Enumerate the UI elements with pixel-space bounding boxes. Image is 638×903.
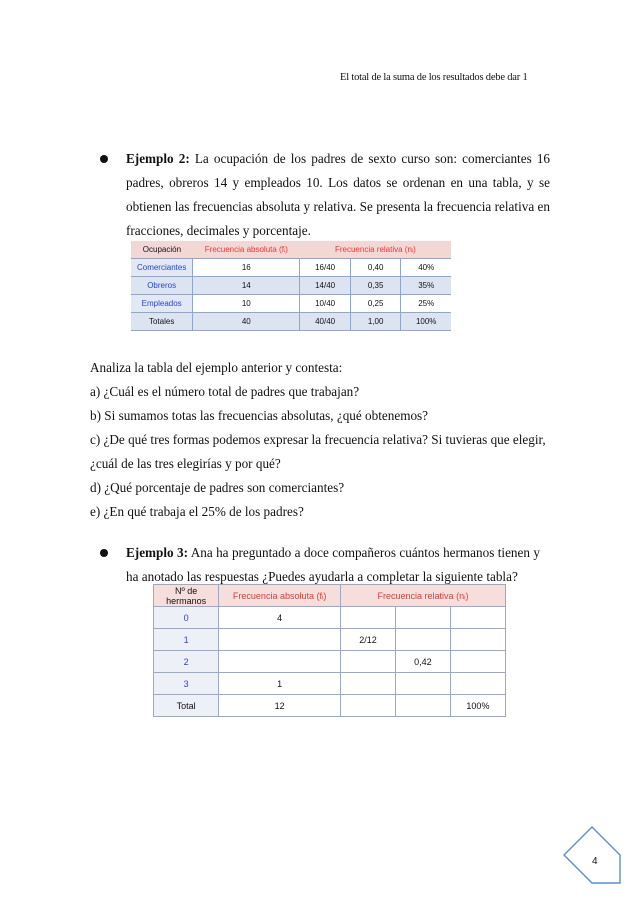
bullet-example-3 xyxy=(100,549,108,557)
question-c-line1: c) ¿De qué tres formas podemos expresar la frecuencia relativa? Si tuvieras que elegir, xyxy=(90,432,546,447)
table-header-row xyxy=(131,241,451,259)
example-2-paragraph xyxy=(126,147,550,243)
row-label: 0 xyxy=(154,607,219,629)
header-absolute-frequency: Frecuencia absoluta (fᵢ) xyxy=(193,241,300,259)
cell-decimal: 0,42 xyxy=(395,651,450,673)
cell-percent xyxy=(450,673,505,695)
cell-fraction xyxy=(341,607,396,629)
row-label: Totales xyxy=(131,313,193,331)
table-row xyxy=(131,313,451,331)
cell-absolute: 16 xyxy=(193,259,300,277)
cell-absolute: 14 xyxy=(193,277,300,295)
row-label: Obreros xyxy=(131,277,193,295)
cell-percent xyxy=(450,629,505,651)
example-3-text: Ana ha preguntado a doce compañeros cuántos hermanos tienen y ha anotado las respuestas ¿Puedes ayudarla a completar la siguiente tabla? xyxy=(126,545,540,584)
cell-fraction: 10/40 xyxy=(300,295,351,313)
header-note: El total de la suma de los resultados debe dar 1 xyxy=(340,72,528,83)
bullet-example-2 xyxy=(100,155,108,163)
table-row xyxy=(131,277,451,295)
header-relative-frequency: Frecuencia relativa (nᵢ) xyxy=(300,241,451,259)
question-b: b) Si sumamos totas las frecuencias absolutas, ¿qué obtenemos? xyxy=(90,408,429,423)
header-siblings: Nº de hermanos xyxy=(154,585,219,607)
cell-percent: 25% xyxy=(401,295,451,313)
cell-decimal: 1,00 xyxy=(350,313,401,331)
cell-percent: 40% xyxy=(401,259,451,277)
questions-intro: Analiza la tabla del ejemplo anterior y contesta: xyxy=(90,360,343,375)
siblings-frequency-table xyxy=(153,584,506,717)
cell-percent: 100% xyxy=(401,313,451,331)
table-row xyxy=(154,629,506,651)
cell-fraction xyxy=(341,651,396,673)
table-row xyxy=(154,607,506,629)
table-row xyxy=(154,673,506,695)
example-2-title: Ejemplo 2: xyxy=(126,151,190,166)
cell-decimal: 0,40 xyxy=(350,259,401,277)
cell-absolute: 40 xyxy=(193,313,300,331)
cell-decimal: 0,25 xyxy=(350,295,401,313)
cell-absolute: 4 xyxy=(219,607,341,629)
example-3-paragraph xyxy=(126,541,540,589)
question-d: d) ¿Qué porcentaje de padres son comerciantes? xyxy=(90,480,345,495)
table-row xyxy=(131,259,451,277)
cell-fraction xyxy=(341,695,396,717)
cell-decimal xyxy=(395,629,450,651)
cell-decimal xyxy=(395,607,450,629)
cell-absolute xyxy=(219,651,341,673)
question-e: e) ¿En qué trabaja el 25% de los padres? xyxy=(90,504,304,519)
header-absolute-frequency: Frecuencia absoluta (fᵢ) xyxy=(219,585,341,607)
occupation-frequency-table xyxy=(131,241,451,331)
cell-percent: 100% xyxy=(450,695,505,717)
header-relative-frequency: Frecuencia relativa (nᵢ) xyxy=(341,585,506,607)
cell-decimal xyxy=(395,695,450,717)
row-label: 1 xyxy=(154,629,219,651)
header-occupation: Ocupación xyxy=(131,241,193,259)
question-a: a) ¿Cuál es el número total de padres que trabajan? xyxy=(90,384,360,399)
page-corner-icon xyxy=(562,825,622,885)
cell-fraction: 40/40 xyxy=(300,313,351,331)
page-number: 4 xyxy=(592,856,598,867)
row-label: Total xyxy=(154,695,219,717)
cell-percent xyxy=(450,607,505,629)
cell-absolute: 1 xyxy=(219,673,341,695)
example-3-title: Ejemplo 3: xyxy=(126,545,189,560)
question-c-line2: ¿cuál de las tres elegirías y por qué? xyxy=(90,456,281,471)
table-row xyxy=(131,295,451,313)
table-row xyxy=(154,695,506,717)
cell-percent: 35% xyxy=(401,277,451,295)
cell-absolute: 12 xyxy=(219,695,341,717)
row-label: Comerciantes xyxy=(131,259,193,277)
row-label: 2 xyxy=(154,651,219,673)
cell-fraction: 2/12 xyxy=(341,629,396,651)
cell-absolute xyxy=(219,629,341,651)
cell-decimal: 0,35 xyxy=(350,277,401,295)
row-label: Empleados xyxy=(131,295,193,313)
cell-absolute: 10 xyxy=(193,295,300,313)
cell-decimal xyxy=(395,673,450,695)
table-header-row xyxy=(154,585,506,607)
cell-fraction: 16/40 xyxy=(300,259,351,277)
example-2-text: La ocupación de los padres de sexto curso son: comerciantes 16 padres, obreros 14 y empleados 10. Los datos se ordenan en una tabla, y se obtienen las frecuencias absoluta y relativa. Se presenta la frecuencia relativa en fracciones, decimales y porcentaje. xyxy=(126,151,551,238)
table-row xyxy=(154,651,506,673)
cell-fraction xyxy=(341,673,396,695)
row-label: 3 xyxy=(154,673,219,695)
cell-fraction: 14/40 xyxy=(300,277,351,295)
cell-percent xyxy=(450,651,505,673)
